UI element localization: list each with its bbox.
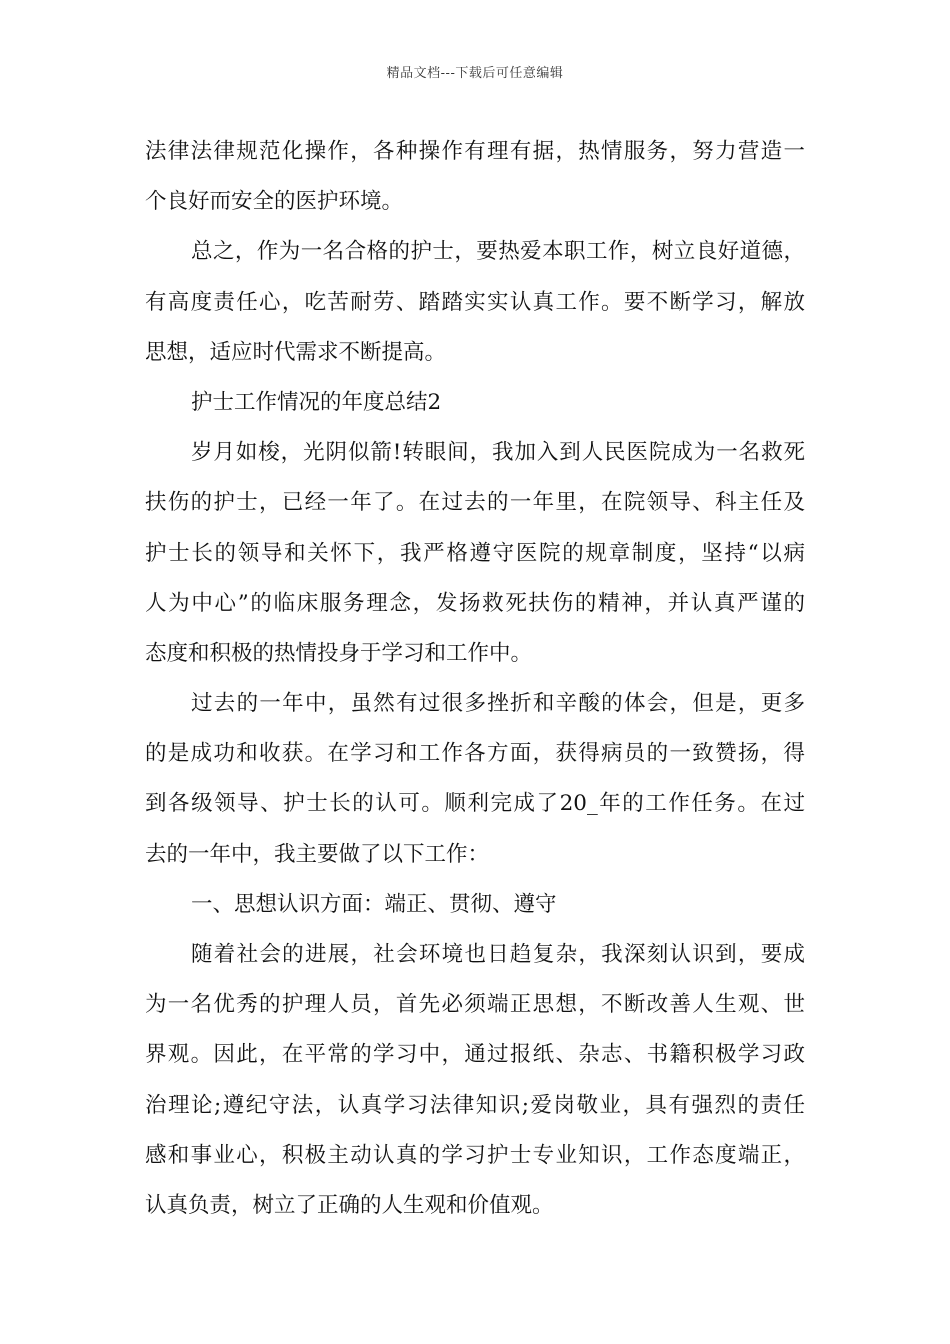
text-line: 为一名优秀的护理人员，首先必须端正思想，不断改善人生观、世 <box>145 992 805 1018</box>
text-line: 治理论;遵纪守法，认真学习法律知识;爱岗敬业，具有强烈的责任 <box>145 1092 805 1118</box>
text-line: 认真负责，树立了正确的人生观和价值观。 <box>145 1192 554 1218</box>
text-line: 态度和积极的热情投身于学习和工作中。 <box>145 640 533 666</box>
text-line: 界观。因此，在平常的学习中，通过报纸、杂志、书籍积极学习政 <box>145 1042 805 1068</box>
text-line: 思想，适应时代需求不断提高。 <box>145 339 447 365</box>
text-line: 人为中心”的临床服务理念，发扬救死扶伤的精神，并认真严谨的 <box>145 590 805 616</box>
text-line: 过去的一年中，虽然有过很多挫折和辛酸的体会，但是，更多 <box>191 691 805 717</box>
text-line: 到各级领导、护士长的认可。顺利完成了20_年的工作任务。在过 <box>145 791 805 817</box>
text-line: 有高度责任心，吃苦耐劳、踏踏实实认真工作。要不断学习，解放 <box>145 289 805 315</box>
text-line: 一、思想认识方面：端正、贯彻、遵守 <box>191 891 557 917</box>
text-line: 扶伤的护士，已经一年了。在过去的一年里，在院领导、科主任及 <box>145 490 805 516</box>
text-line: 岁月如梭，光阴似箭!转眼间，我加入到人民医院成为一名救死 <box>191 440 805 466</box>
text-line: 护士长的领导和关怀下，我严格遵守医院的规章制度，坚持“以病 <box>145 540 805 566</box>
text-line: 随着社会的进展，社会环境也日趋复杂，我深刻认识到，要成 <box>191 942 805 967</box>
text-line: 法律法律规范化操作，各种操作有理有据，热情服务，努力营造一 <box>145 139 805 164</box>
text-line: 总之，作为一名合格的护士，要热爱本职工作，树立良好道德， <box>191 239 805 265</box>
text-line: 护士工作情况的年度总结2 <box>191 389 442 415</box>
text-line: 个良好而安全的医护环境。 <box>145 189 404 215</box>
text-line: 感和事业心，积极主动认真的学习护士专业知识，工作态度端正， <box>145 1142 805 1168</box>
text-line: 去的一年中，我主要做了以下工作： <box>145 841 490 867</box>
document-body <box>145 127 805 1231</box>
text-line: 的是成功和收获。在学习和工作各方面，获得病员的一致赞扬，得 <box>145 741 805 767</box>
page-header: 精品文档---下载后可任意编辑 <box>386 66 564 81</box>
